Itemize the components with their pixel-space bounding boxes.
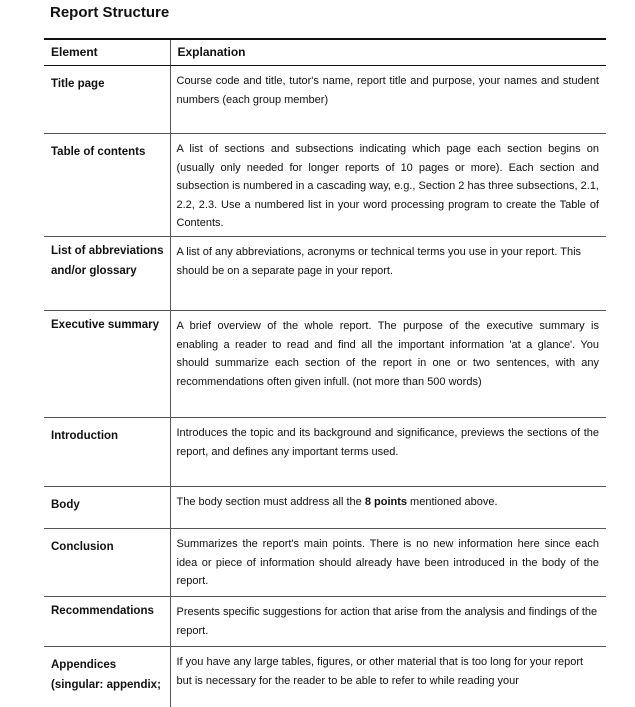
report-structure-table [44, 38, 606, 707]
table-row [44, 134, 606, 237]
header-explanation: Explanation [170, 39, 606, 66]
table-header-row [44, 39, 606, 66]
table-row [44, 237, 606, 311]
element-cell: Table of contents [44, 134, 170, 237]
element-cell: Body [44, 487, 170, 529]
element-cell: List of abbreviations and/or glossary [44, 237, 170, 311]
table-row [44, 311, 606, 418]
explanation-cell: Introduces the topic and its background and significance, previews the sections of the report, and defines any important terms used. [170, 418, 606, 487]
table-row [44, 529, 606, 597]
explanation-cell [170, 487, 606, 529]
explanation-cell: A list of any abbreviations, acronyms or technical terms you use in your report. This should be on a separate page in your report. [170, 237, 606, 311]
explanation-cell: If you have any large tables, figures, or other material that is too long for your report but is necessary for the reader to be able to refer to while reading your [170, 647, 606, 707]
table-row [44, 487, 606, 529]
explanation-cell: Presents specific suggestions for action that arise from the analysis and findings of the report. [170, 597, 606, 647]
element-cell: Title page [44, 66, 170, 134]
explanation-cell: Summarizes the report's main points. There is no new information here since each idea or piece of information should already have been introduced in the body of the report. [170, 529, 606, 597]
explanation-cell: A list of sections and subsections indicating which page each section begins on (usually only needed for longer reports of 10 pages or more). Each section and subsection is numbered in a cascading way, e.g., Section 2 has three subsections, 2.1, 2.2, 2.3. Use a numbered list in your word processing program to create the Table of Contents. [170, 134, 606, 237]
element-cell: Appendices (singular: appendix; [51, 659, 161, 691]
table-row [44, 597, 606, 647]
element-cell: Introduction [44, 418, 170, 487]
table-row [44, 647, 606, 707]
explanation-cell: A brief overview of the whole report. The purpose of the executive summary is enabling a reader to read and find all the important information 'at a glance'. You should summarize each section of the report in one or two sentences, with any recommendations often given infull. (not more than 500 words) [170, 311, 606, 418]
element-cell: Recommendations [44, 597, 170, 647]
body-text-start: The body section must address all the [176, 496, 365, 508]
page-title: Report Structure [50, 4, 170, 21]
body-text-bold: 8 points [364, 496, 407, 508]
explanation-cell: Course code and title, tutor's name, report title and purpose, your names and student numbers (each group member) [170, 66, 606, 134]
header-element: Element [44, 39, 170, 66]
element-cell: Conclusion [44, 529, 170, 597]
table-row [44, 66, 606, 134]
element-cell: Executive summary [44, 311, 170, 418]
body-text-end: mentioned above. [407, 496, 498, 508]
table-row [44, 418, 606, 487]
